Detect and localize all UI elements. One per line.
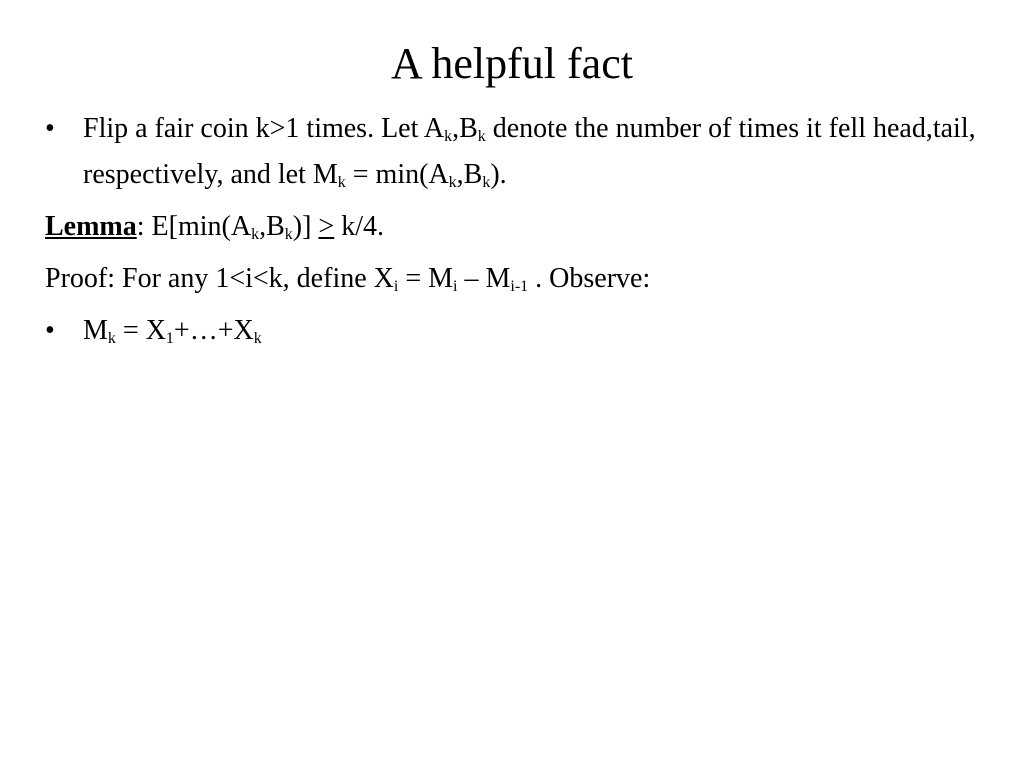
text-run: denote the number of times it fell head,tail, respectively, and let M	[83, 113, 976, 190]
text-run: ,B	[452, 113, 478, 144]
subscript: i	[393, 278, 399, 295]
subscript: k	[477, 128, 486, 145]
subscript: k	[284, 226, 293, 243]
text-run: k/4.	[334, 211, 384, 242]
subscript: k	[444, 128, 453, 145]
geq-symbol: >	[318, 211, 335, 242]
text-run: – M	[457, 263, 511, 294]
text-run: Flip a fair coin k>1 times. Let A	[83, 113, 445, 144]
bullet-marker: •	[45, 315, 55, 346]
text-run: ,B	[456, 159, 483, 190]
text-run: . Observe:	[528, 263, 651, 294]
text-run: ).	[490, 159, 507, 190]
subscript: k	[253, 330, 262, 347]
proof-statement	[45, 258, 1000, 304]
subscript: 1	[165, 330, 174, 347]
bullet-sum-identity	[45, 310, 1000, 356]
slide-body	[45, 108, 1000, 362]
subscript: i-1	[510, 278, 529, 295]
text-run: Proof: For any 1<i<k, define X	[45, 263, 394, 294]
slide-title: A helpful fact	[391, 39, 633, 88]
lemma-statement	[45, 206, 1000, 252]
subscript: k	[337, 174, 346, 191]
subscript: k	[107, 330, 116, 347]
bullet-coin-flip	[45, 108, 1000, 200]
bullet-marker: •	[45, 113, 55, 144]
subscript: k	[482, 174, 491, 191]
subscript: i	[453, 278, 458, 295]
lemma-label: Lemma	[45, 211, 137, 242]
text-run: = X	[115, 315, 166, 346]
text-run: )]	[292, 211, 319, 242]
subscript: k	[251, 226, 260, 243]
text-run: ,B	[259, 211, 285, 242]
subscript: k	[448, 174, 457, 191]
text-run: = M	[398, 263, 454, 294]
text-run: : E[min(A	[136, 211, 252, 242]
text-run: M	[83, 315, 108, 346]
text-run: = min(A	[345, 159, 449, 190]
text-run: +…+X	[173, 315, 254, 346]
